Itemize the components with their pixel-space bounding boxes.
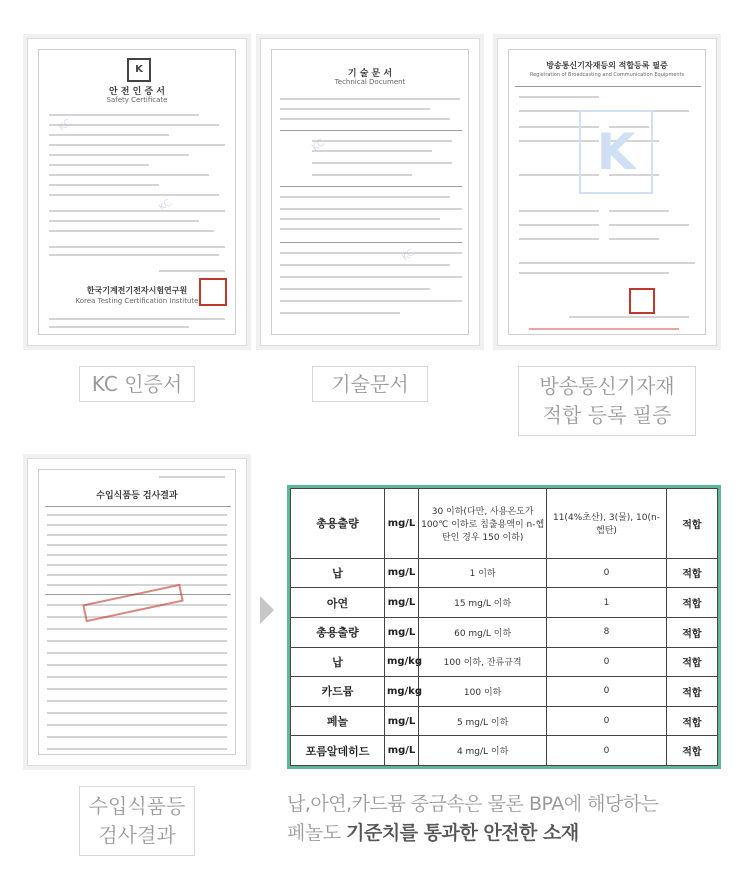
table-row [291,736,718,766]
kc-certificate-document: K 안 전 인 증 서 Safety Certificate 한국기계전기전자시험연구원 Korea Testing Certification Institute KC KC [38,49,236,335]
result-item-cell: 납 [291,647,385,677]
result-standard-cell: 60 mg/L 이하 [419,617,547,647]
import-food-caption [79,786,195,856]
kc-large-logo-icon: K [579,110,653,194]
result-judgement-cell: 적합 [666,489,717,559]
broadcast-registration-document [508,49,706,335]
result-judgement-cell: 적합 [666,558,717,588]
table-row [291,617,718,647]
result-unit-cell: mg/kg [384,647,418,677]
result-unit-cell: mg/L [384,736,418,766]
table-row [291,558,718,588]
test-results-table [287,485,721,769]
summary-text [287,790,727,849]
result-judgement-cell: 적합 [666,617,717,647]
result-value-cell: 11(4%초산), 3(물), 10(n-헵탄) [547,489,667,559]
result-item-cell: 납 [291,558,385,588]
result-value-cell: 1 [547,588,667,618]
kc-certificate-title: 안 전 인 증 서 [108,87,165,97]
table-row [291,677,718,707]
result-standard-cell: 4 mg/L 이하 [419,736,547,766]
result-value-cell: 8 [547,617,667,647]
result-item-cell: 아연 [291,588,385,618]
result-standard-cell: 15 mg/L 이하 [419,588,547,618]
import-food-thumbnail [27,458,247,766]
broadcast-caption-line2: 적합 등록 필증 [542,403,672,427]
summary-line2-plain: 페놀도 [287,822,347,845]
result-value-cell: 0 [547,706,667,736]
result-value-cell: 0 [547,558,667,588]
result-standard-cell: 5 mg/L 이하 [419,706,547,736]
broadcast-registration-thumbnail [497,38,717,346]
result-judgement-cell: 적합 [666,706,717,736]
result-judgement-cell: 적합 [666,677,717,707]
result-unit-cell: mg/L [384,558,418,588]
technical-document-thumbnail [260,38,480,346]
kc-certificate-subtitle: Safety Certificate [106,96,168,104]
result-unit-cell: mg/L [384,588,418,618]
table-row [291,489,718,559]
import-food-caption-line2: 검사결과 [98,823,176,847]
result-judgement-cell: 적합 [666,736,717,766]
table-row [291,706,718,736]
kc-certificate-thumbnail [27,38,247,346]
summary-line2-bold: 기준치를 통과한 안전한 소재 [346,822,579,845]
arrow-right-icon [260,596,274,624]
table-row [291,588,718,618]
result-unit-cell: mg/L [384,617,418,647]
import-food-caption-line1: 수입식품등 [88,794,186,818]
result-unit-cell: mg/L [384,706,418,736]
technical-document-title: 기 술 문 서 [347,69,393,79]
result-item-cell: 총용출량 [291,617,385,647]
kc-issuer-name: 한국기계전기전자시험연구원 [86,286,188,295]
broadcast-caption-line1: 방송통신기자재 [539,374,675,398]
technical-document-subtitle: Technical Document [334,78,406,86]
result-judgement-cell: 적합 [666,588,717,618]
broadcast-registration-caption [518,366,696,436]
result-value-cell: 0 [547,677,667,707]
result-standard-cell: 1 이하 [419,558,547,588]
kc-seal-icon [199,278,227,306]
result-value-cell: 0 [547,647,667,677]
result-standard-cell: 100 이하, 잔류규격 [419,647,547,677]
table-row [291,647,718,677]
import-food-title: 수입식품등 검사결과 [96,491,178,501]
result-item-cell: 총용출량 [291,489,385,559]
result-judgement-cell: 적합 [666,647,717,677]
agency-seal-icon [629,288,655,314]
kc-logo-icon: K [127,58,151,82]
summary-line1: 납,아연,카드뮴 중금속은 물론 BPA에 해당하는 [287,793,659,815]
result-item-cell: 포름알데히드 [291,736,385,766]
broadcast-registration-title: 방송통신기자재등의 적합등록 필증 [546,61,668,70]
result-item-cell: 카드뮴 [291,677,385,707]
kc-issuer-name-en: Korea Testing Certification Institute [75,297,199,305]
result-standard-cell: 100 이하 [419,677,547,707]
technical-document-page: 기 술 문 서 Technical Document KC KC [271,49,469,335]
summary-line2 [287,819,727,848]
broadcast-registration-subtitle: Registration of Broadcasting and Communication Equipments [529,72,685,78]
import-food-document [38,469,236,755]
technical-document-caption: 기술문서 [312,366,428,402]
result-unit-cell: mg/L [384,489,418,559]
result-item-cell: 페놀 [291,706,385,736]
result-unit-cell: mg/kg [384,677,418,707]
result-value-cell: 0 [547,736,667,766]
kc-certificate-caption: KC 인증서 [79,366,195,402]
result-standard-cell: 30 이하(다만, 사용온도가 100℃ 이하로 침출용액이 n-헵탄인 경우 150 이하) [419,489,547,559]
